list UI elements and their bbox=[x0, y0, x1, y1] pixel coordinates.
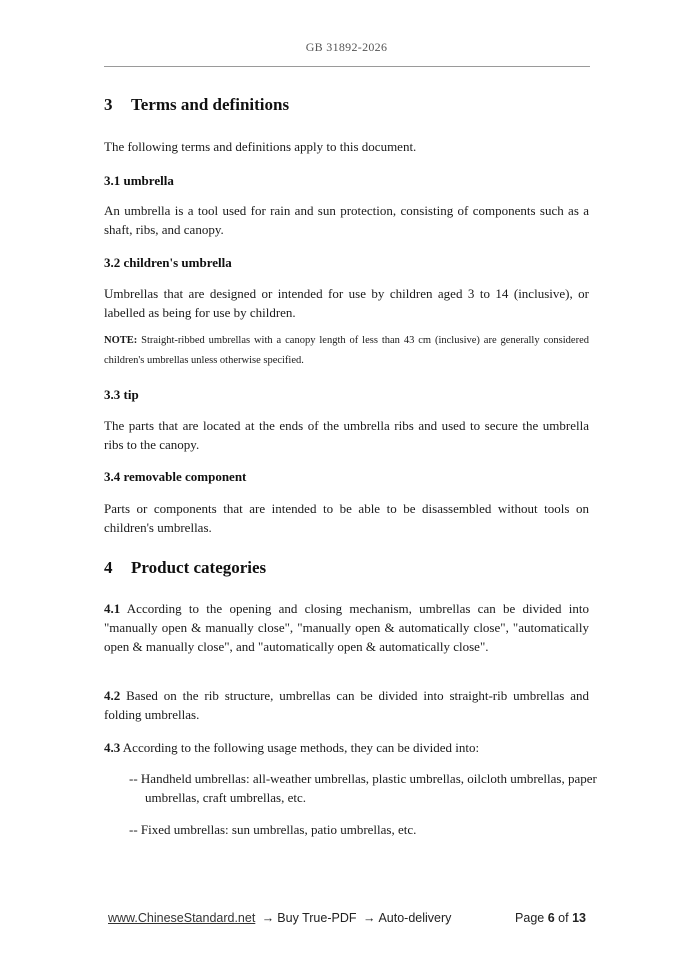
section-4-heading bbox=[104, 557, 589, 579]
section-4-number: 4 bbox=[104, 558, 113, 577]
term-heading-3-4: 3.4 removable component bbox=[104, 469, 247, 484]
footer-buy-link[interactable]: Buy True-PDF bbox=[277, 911, 357, 925]
clause-4-1-text: According to the opening and closing mechanism, umbrellas can be divided into "manually open & manually close", "manually open & automatically close", "automatically open & manually close", and "automatically open & automatically close". bbox=[104, 601, 589, 654]
term-heading-3-3: 3.3 tip bbox=[104, 387, 139, 402]
footer-site-link[interactable]: www.ChineseStandard.net bbox=[108, 911, 256, 925]
page-label: Page bbox=[515, 911, 545, 925]
clause-4-2-text: Based on the rib structure, umbrellas can be divided into straight-rib umbrellas and folding umbrellas. bbox=[104, 688, 589, 722]
term-definition-3-2: Umbrellas that are designed or intended for use by children aged 3 to 14 (inclusive), or labelled as being for use by children. bbox=[104, 286, 589, 320]
term-definition-3-1: An umbrella is a tool used for rain and sun protection, consisting of components such as a shaft, ribs, and canopy. bbox=[104, 203, 589, 237]
standard-code: GB 31892-2026 bbox=[305, 40, 388, 54]
list-item-fixed: -- Fixed umbrellas: sun umbrellas, patio umbrellas, etc. bbox=[129, 822, 417, 837]
header-divider bbox=[104, 66, 590, 67]
note-label: NOTE: bbox=[104, 335, 138, 346]
note-text: Straight-ribbed umbrellas with a canopy length of less than 43 cm (inclusive) are generally considered children's umbrellas unless otherwise specified. bbox=[104, 335, 589, 366]
clause-4-1 bbox=[104, 599, 589, 656]
section-3-number: 3 bbox=[104, 95, 113, 114]
term-heading-3-1: 3.1 umbrella bbox=[104, 173, 174, 188]
clause-4-2-number: 4.2 bbox=[104, 688, 121, 703]
arrow-right-icon: → bbox=[261, 911, 275, 925]
clause-4-3 bbox=[104, 738, 589, 757]
arrow-right-icon: → bbox=[362, 911, 376, 925]
page-indicator bbox=[515, 911, 586, 925]
section-3-intro: The following terms and definitions apply to this document. bbox=[104, 139, 417, 154]
section-3-title: Terms and definitions bbox=[131, 95, 290, 114]
clause-4-3-number: 4.3 bbox=[104, 740, 121, 755]
note-paragraph bbox=[104, 331, 589, 371]
footer-delivery-text: Auto-delivery bbox=[378, 911, 452, 925]
list-item-handheld: -- Handheld umbrellas: all-weather umbrellas, plastic umbrellas, oilcloth umbrellas, paper umbrellas, craft umbrellas, etc. bbox=[129, 771, 597, 805]
term-definition-3-4: Parts or components that are intended to be able to be disassembled without tools on children's umbrellas. bbox=[104, 501, 589, 535]
clause-4-1-number: 4.1 bbox=[104, 601, 121, 616]
clause-4-3-text: According to the following usage methods, they can be divided into: bbox=[120, 740, 480, 755]
clause-4-2 bbox=[104, 686, 589, 724]
term-definition-3-3: The parts that are located at the ends of the umbrella ribs and used to secure the umbrella ribs to the canopy. bbox=[104, 418, 589, 452]
total-pages: 13 bbox=[572, 911, 586, 925]
of-label: of bbox=[558, 911, 569, 925]
section-4-title: Product categories bbox=[131, 558, 267, 577]
current-page-number: 6 bbox=[547, 911, 555, 925]
section-3-heading bbox=[104, 94, 589, 116]
footer-links bbox=[108, 911, 451, 925]
term-heading-3-2: 3.2 children's umbrella bbox=[104, 255, 232, 270]
